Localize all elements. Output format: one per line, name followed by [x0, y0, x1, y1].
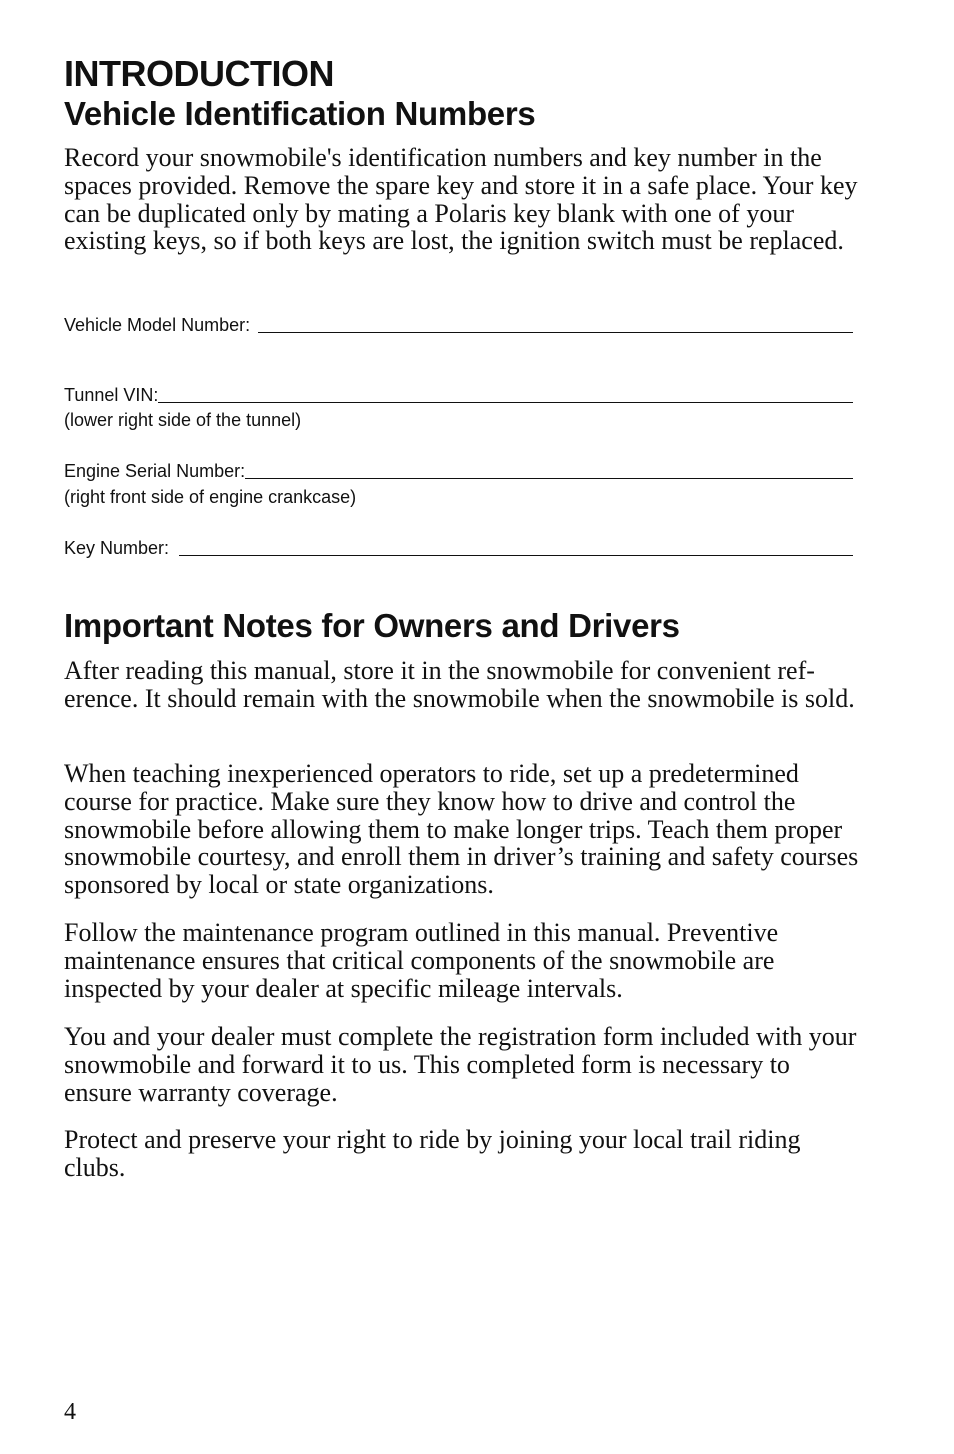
notes-paragraph-1: After reading this manual, store it in the snowmobile for convenient ref-erence. It should remain with the snowmobile when the snowmobile is sold.: [64, 656, 855, 713]
model-number-field: [64, 314, 853, 336]
key-number-field: [64, 537, 853, 559]
manual-page: [64, 0, 864, 1454]
engine-serial-label: Engine Serial Number:: [64, 461, 246, 481]
tunnel-vin-note: (lower right side of the tunnel): [64, 410, 302, 430]
key-number-label: Key Number:: [64, 538, 170, 558]
vin-heading: Vehicle Identification Numbers: [64, 95, 536, 132]
tunnel-vin-label: Tunnel VIN:: [64, 385, 159, 405]
engine-serial-field: [64, 460, 853, 482]
section-title: INTRODUCTION: [64, 53, 334, 94]
engine-serial-blank: [245, 462, 853, 479]
notes-paragraph-2: When teaching inexperienced operators to ride, set up a predetermined course for practice. Make sure they know how to drive and control the snowmobile before allowing them to make longer trips. Teach them proper snowmobile courtesy, and enroll them in driver’s training and safety courses sponsored by local or state organizations.: [64, 759, 859, 900]
model-number-blank: [258, 316, 853, 333]
notes-paragraph-3: Follow the maintenance program outlined in this manual. Preventive maintenance ensures that critical components of the snowmobile are inspected by your dealer at specific mileage intervals.: [64, 918, 779, 1003]
notes-heading: Important Notes for Owners and Drivers: [64, 607, 680, 644]
page-number: 4: [64, 1399, 76, 1425]
notes-paragraph-4: You and your dealer must complete the registration form included with your snowmobile and forward it to us. This completed form is necessary to ensure warranty coverage.: [64, 1022, 857, 1107]
engine-serial-note: (right front side of engine crankcase): [64, 487, 357, 507]
tunnel-vin-field: [64, 384, 853, 406]
model-number-label: Vehicle Model Number:: [64, 315, 251, 335]
vin-paragraph: Record your snowmobile's identification numbers and key number in the spaces provided. Remove the spare key and store it in a safe place. Your key can be duplicated only by mating a Polaris key blank with one of your existing keys, so if both keys are lost, the ignition switch must be replaced.: [64, 143, 858, 256]
notes-paragraph-5: Protect and preserve your right to ride by joining your local trail riding clubs.: [64, 1125, 801, 1182]
tunnel-vin-blank: [158, 386, 853, 403]
key-number-blank: [179, 539, 853, 556]
